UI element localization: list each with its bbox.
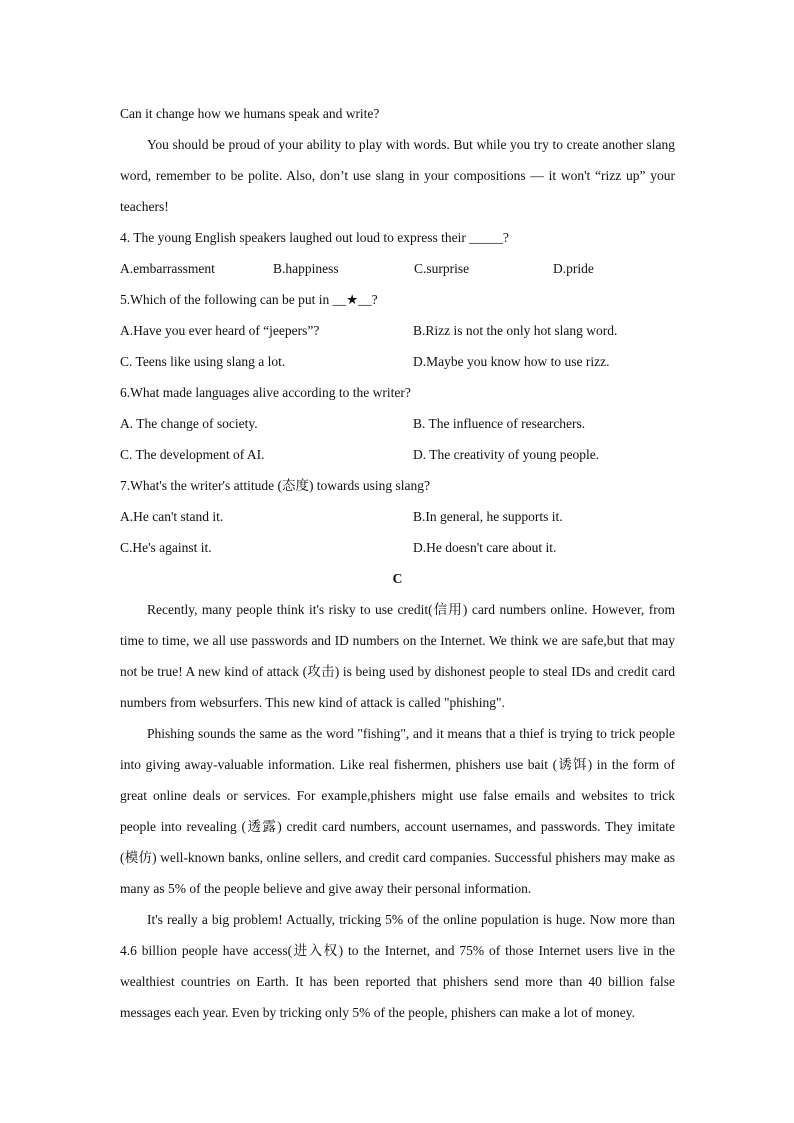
document-page (120, 98, 675, 1028)
passage-paragraph: Recently, many people think it's risky to use credit(信用) card numbers online. However, from time to time, we all use passwords and ID numbers on the Internet. We think we are safe,but that may not be true! A new kind of attack (攻击) is being used by dishonest people to steal IDs and credit card numbers from websurfers. This new kind of attack is called "phishing". (120, 602, 675, 710)
question-stem: 7.What's the writer's attitude (态度) towards using slang? (120, 478, 431, 493)
options-row (120, 439, 675, 470)
section-title: C (392, 571, 403, 586)
option-c: C. The development of AI. (120, 447, 265, 462)
question-7 (120, 470, 675, 563)
option-d: D.He doesn't care about it. (413, 540, 557, 555)
option-d: D.Maybe you know how to use rizz. (413, 354, 610, 369)
options-row (120, 501, 675, 532)
option-a: A.He can't stand it. (120, 509, 224, 524)
option-a: A.Have you ever heard of “jeepers”? (120, 323, 320, 338)
option-c: C.surprise (414, 261, 470, 276)
question-4 (120, 222, 675, 284)
option-b: B.In general, he supports it. (413, 509, 563, 524)
options-row (120, 253, 675, 284)
option-a: A. The change of society. (120, 416, 258, 431)
passage-paragraph: Phishing sounds the same as the word "fishing", and it means that a thief is trying to trick people into giving away-valuable information. Like real fishermen, phishers use bait (诱饵) in the form of great online deals or services. For example,phishers might use false emails and websites to trick people into revealing (透露) credit card numbers, account usernames, and passwords. They imitate (模仿) well-known banks, online sellers, and credit card companies. Successful phishers may make as many as 5% of the people believe and give away their personal information. (120, 726, 675, 896)
option-b: B.happiness (273, 261, 339, 276)
options-row (120, 346, 675, 377)
options-row (120, 315, 675, 346)
question-stem: 6.What made languages alive according to the writer? (120, 385, 411, 400)
question-stem: 5.Which of the following can be put in __★__? (120, 292, 378, 307)
question-5 (120, 284, 675, 377)
options-row (120, 408, 675, 439)
passage-line: Can it change how we humans speak and write? (120, 106, 380, 121)
option-c: C.He's against it. (120, 540, 212, 555)
option-a: A.embarrassment (120, 261, 215, 276)
option-c: C. Teens like using slang a lot. (120, 354, 286, 369)
option-b: B. The influence of researchers. (413, 416, 586, 431)
option-d: D. The creativity of young people. (413, 447, 600, 462)
option-b: B.Rizz is not the only hot slang word. (413, 323, 618, 338)
options-row (120, 532, 675, 563)
question-stem: 4. The young English speakers laughed out loud to express their _____? (120, 230, 509, 245)
option-d: D.pride (553, 261, 594, 276)
question-6 (120, 377, 675, 470)
passage-paragraph: You should be proud of your ability to play with words. But while you try to create another slang word, remember to be polite. Also, don’t use slang in your compositions — it won't “rizz up” your teachers! (120, 137, 675, 214)
passage-paragraph: It's really a big problem! Actually, tricking 5% of the online population is huge. Now more than 4.6 billion people have access(进入权) to the Internet, and 75% of those Internet users live in the wealthiest countries on Earth. It has been reported that phishers send more than 40 billion false messages each year. Even by tricking only 5% of the people, phishers can make a lot of money. (120, 912, 675, 1020)
